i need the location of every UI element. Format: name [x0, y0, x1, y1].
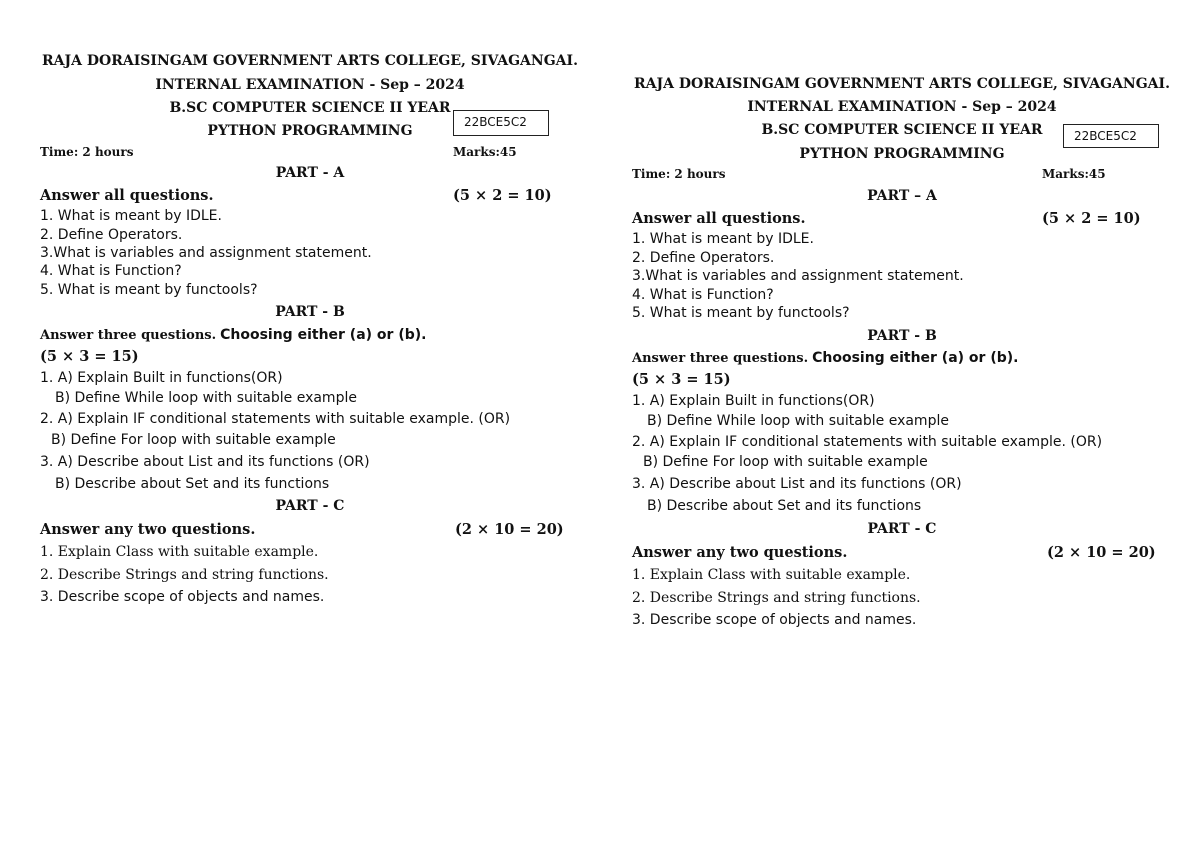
part-b-instruction-bold: Answer three questions. [632, 351, 809, 366]
part-c-marks: (2 × 10 = 20) [1047, 544, 1156, 561]
part-c-instruction: Answer any two questions. [632, 544, 848, 561]
part-c-title: PART - C [867, 521, 937, 537]
part-a-question: 2. Define Operators. [40, 227, 183, 243]
part-b-question: B) Define While loop with suitable example [647, 413, 949, 429]
marks-label: Marks:45 [453, 145, 517, 159]
part-c-question: 2. Describe Strings and string functions. [632, 590, 921, 606]
part-a-question: 2. Define Operators. [632, 250, 775, 266]
course-code-box: 22BCE5C2 [453, 110, 549, 136]
part-b-question: B) Define For loop with suitable example [51, 432, 336, 448]
part-a-question: 5. What is meant by functools? [632, 305, 850, 321]
part-a-marks: (5 × 2 = 10) [453, 187, 552, 204]
part-a-question: 1. What is meant by IDLE. [632, 231, 814, 247]
part-c-question: 1. Explain Class with suitable example. [632, 567, 911, 583]
course-title: B.SC COMPUTER SCIENCE II YEAR [761, 122, 1043, 138]
course-title: B.SC COMPUTER SCIENCE II YEAR [169, 100, 451, 116]
part-c-title: PART - C [275, 498, 345, 514]
part-b-question: 2. A) Explain IF conditional statements with suitable example. (OR) [632, 434, 1103, 450]
part-b-question: B) Define For loop with suitable example [643, 454, 928, 470]
part-b-question: 3. A) Describe about List and its functions (OR) [632, 476, 962, 492]
part-a-question: 3.What is variables and assignment statement. [40, 245, 372, 261]
part-a-title: PART – A [867, 188, 937, 204]
part-b-question: B) Describe about Set and its functions [55, 476, 330, 492]
part-b-marks: (5 × 3 = 15) [40, 348, 139, 365]
part-a-marks: (5 × 2 = 10) [1042, 210, 1141, 227]
exam-title: INTERNAL EXAMINATION - Sep – 2024 [747, 99, 1057, 115]
time-label: Time: 2 hours [632, 167, 726, 181]
part-c-question: 1. Explain Class with suitable example. [40, 544, 319, 560]
part-a-instruction: Answer all questions. [632, 210, 806, 227]
part-b-question: 2. A) Explain IF conditional statements with suitable example. (OR) [40, 411, 511, 427]
part-c-question: 2. Describe Strings and string functions. [40, 567, 329, 583]
subject-title: PYTHON PROGRAMMING [207, 123, 413, 139]
part-c-question: 3. Describe scope of objects and names. [632, 612, 917, 628]
exam-title: INTERNAL EXAMINATION - Sep – 2024 [155, 77, 465, 93]
marks-label: Marks:45 [1042, 167, 1106, 181]
part-b-question: 1. A) Explain Built in functions(OR) [40, 370, 283, 386]
part-a-question: 1. What is meant by IDLE. [40, 208, 222, 224]
part-a-question: 3.What is variables and assignment statement. [632, 268, 964, 284]
part-b-question: 3. A) Describe about List and its functions (OR) [40, 454, 370, 470]
part-b-instruction-rest: Choosing either (a) or (b). [812, 350, 1019, 366]
part-a-title: PART - A [275, 165, 345, 181]
part-a-question: 5. What is meant by functools? [40, 282, 258, 298]
part-b-question: B) Describe about Set and its functions [647, 498, 922, 514]
part-b-instruction-rest: Choosing either (a) or (b). [220, 327, 427, 343]
part-b-marks: (5 × 3 = 15) [632, 371, 731, 388]
part-b-instruction [40, 326, 426, 344]
part-b-title: PART - B [867, 328, 937, 344]
right-question-paper [600, 0, 1200, 849]
subject-title: PYTHON PROGRAMMING [799, 146, 1005, 162]
college-name: RAJA DORAISINGAM GOVERNMENT ARTS COLLEGE, SIVAGANGAI. [634, 76, 1170, 92]
time-label: Time: 2 hours [40, 145, 134, 159]
part-a-question: 4. What is Function? [40, 263, 182, 279]
part-b-question: B) Define While loop with suitable example [55, 390, 357, 406]
part-b-instruction-bold: Answer three questions. [40, 328, 217, 343]
part-b-question: 1. A) Explain Built in functions(OR) [632, 393, 875, 409]
part-c-question: 3. Describe scope of objects and names. [40, 589, 325, 605]
part-b-title: PART - B [275, 304, 345, 320]
part-c-instruction: Answer any two questions. [40, 521, 256, 538]
college-name: RAJA DORAISINGAM GOVERNMENT ARTS COLLEGE, SIVAGANGAI. [42, 53, 578, 69]
part-a-instruction: Answer all questions. [40, 187, 214, 204]
part-b-instruction [632, 349, 1018, 367]
part-c-marks: (2 × 10 = 20) [455, 521, 564, 538]
course-code-box: 22BCE5C2 [1063, 124, 1159, 148]
part-a-question: 4. What is Function? [632, 287, 774, 303]
